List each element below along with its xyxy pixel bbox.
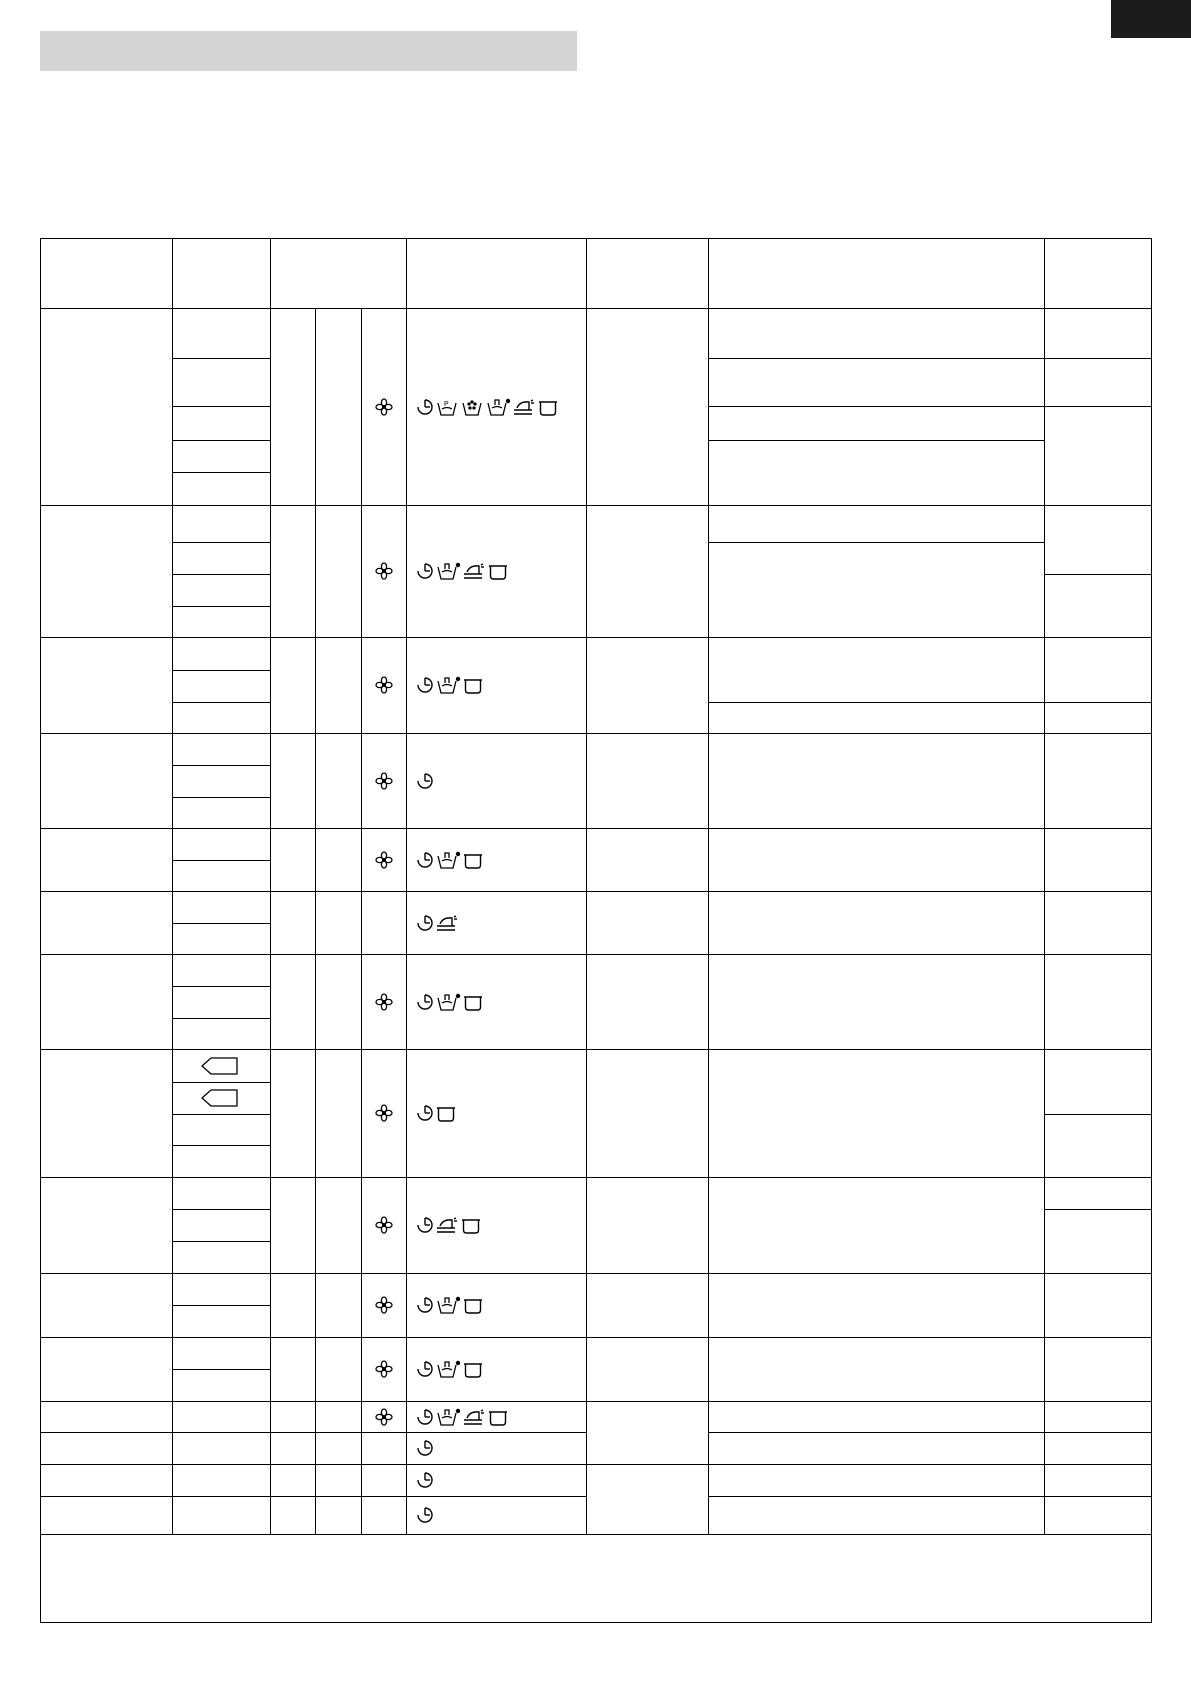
timer-icon [418, 1362, 432, 1376]
temperature-tub-icon [438, 1409, 460, 1425]
iron-icon [464, 1410, 484, 1424]
tub-icon [489, 1412, 507, 1425]
timer-icon [418, 916, 432, 930]
tub-icon [464, 1364, 482, 1377]
symbol-layer: P [0, 0, 1191, 1684]
timer-icon [418, 1473, 432, 1487]
fan-icon [376, 994, 392, 1010]
temperature-tub-icon [488, 399, 510, 415]
intensive-tub-icon [463, 401, 481, 415]
iron-icon [514, 400, 534, 414]
fan-icon [376, 773, 392, 789]
label-tag-icon [202, 1090, 237, 1106]
temperature-tub-icon [438, 852, 460, 868]
fan-icon [376, 677, 392, 693]
timer-icon [418, 1508, 432, 1522]
iron-icon [437, 916, 457, 930]
temperature-tub-icon [438, 1361, 460, 1377]
timer-icon [418, 1298, 432, 1312]
tub-icon [539, 402, 557, 415]
temperature-tub-icon [438, 677, 460, 693]
timer-icon [418, 774, 432, 788]
prewash-tub-icon [438, 401, 456, 415]
temperature-tub-icon [438, 1297, 460, 1313]
tub-icon [464, 1300, 482, 1313]
timer-icon [418, 564, 432, 578]
timer-icon [418, 1106, 432, 1120]
tub-icon [464, 680, 482, 693]
timer-icon [418, 853, 432, 867]
timer-icon [418, 1218, 432, 1232]
timer-icon [418, 400, 432, 414]
tub-icon [462, 1220, 480, 1233]
iron-icon [437, 1218, 457, 1232]
timer-icon [418, 1410, 432, 1424]
temperature-tub-icon [438, 994, 460, 1010]
tub-icon [464, 855, 482, 868]
label-tag-icon [202, 1058, 237, 1074]
fan-icon [376, 1361, 392, 1377]
fan-icon [376, 563, 392, 579]
timer-icon [418, 1441, 432, 1455]
timer-icon [418, 995, 432, 1009]
fan-icon [376, 852, 392, 868]
tub-icon [437, 1108, 455, 1121]
fan-icon [376, 1297, 392, 1313]
fan-icon [376, 1105, 392, 1121]
tub-icon [464, 997, 482, 1010]
timer-icon [418, 678, 432, 692]
fan-icon [376, 399, 392, 415]
temperature-tub-icon [438, 563, 460, 579]
fan-icon [376, 1409, 392, 1425]
tub-icon [489, 566, 507, 579]
fan-icon [376, 1217, 392, 1233]
iron-icon [464, 564, 484, 578]
